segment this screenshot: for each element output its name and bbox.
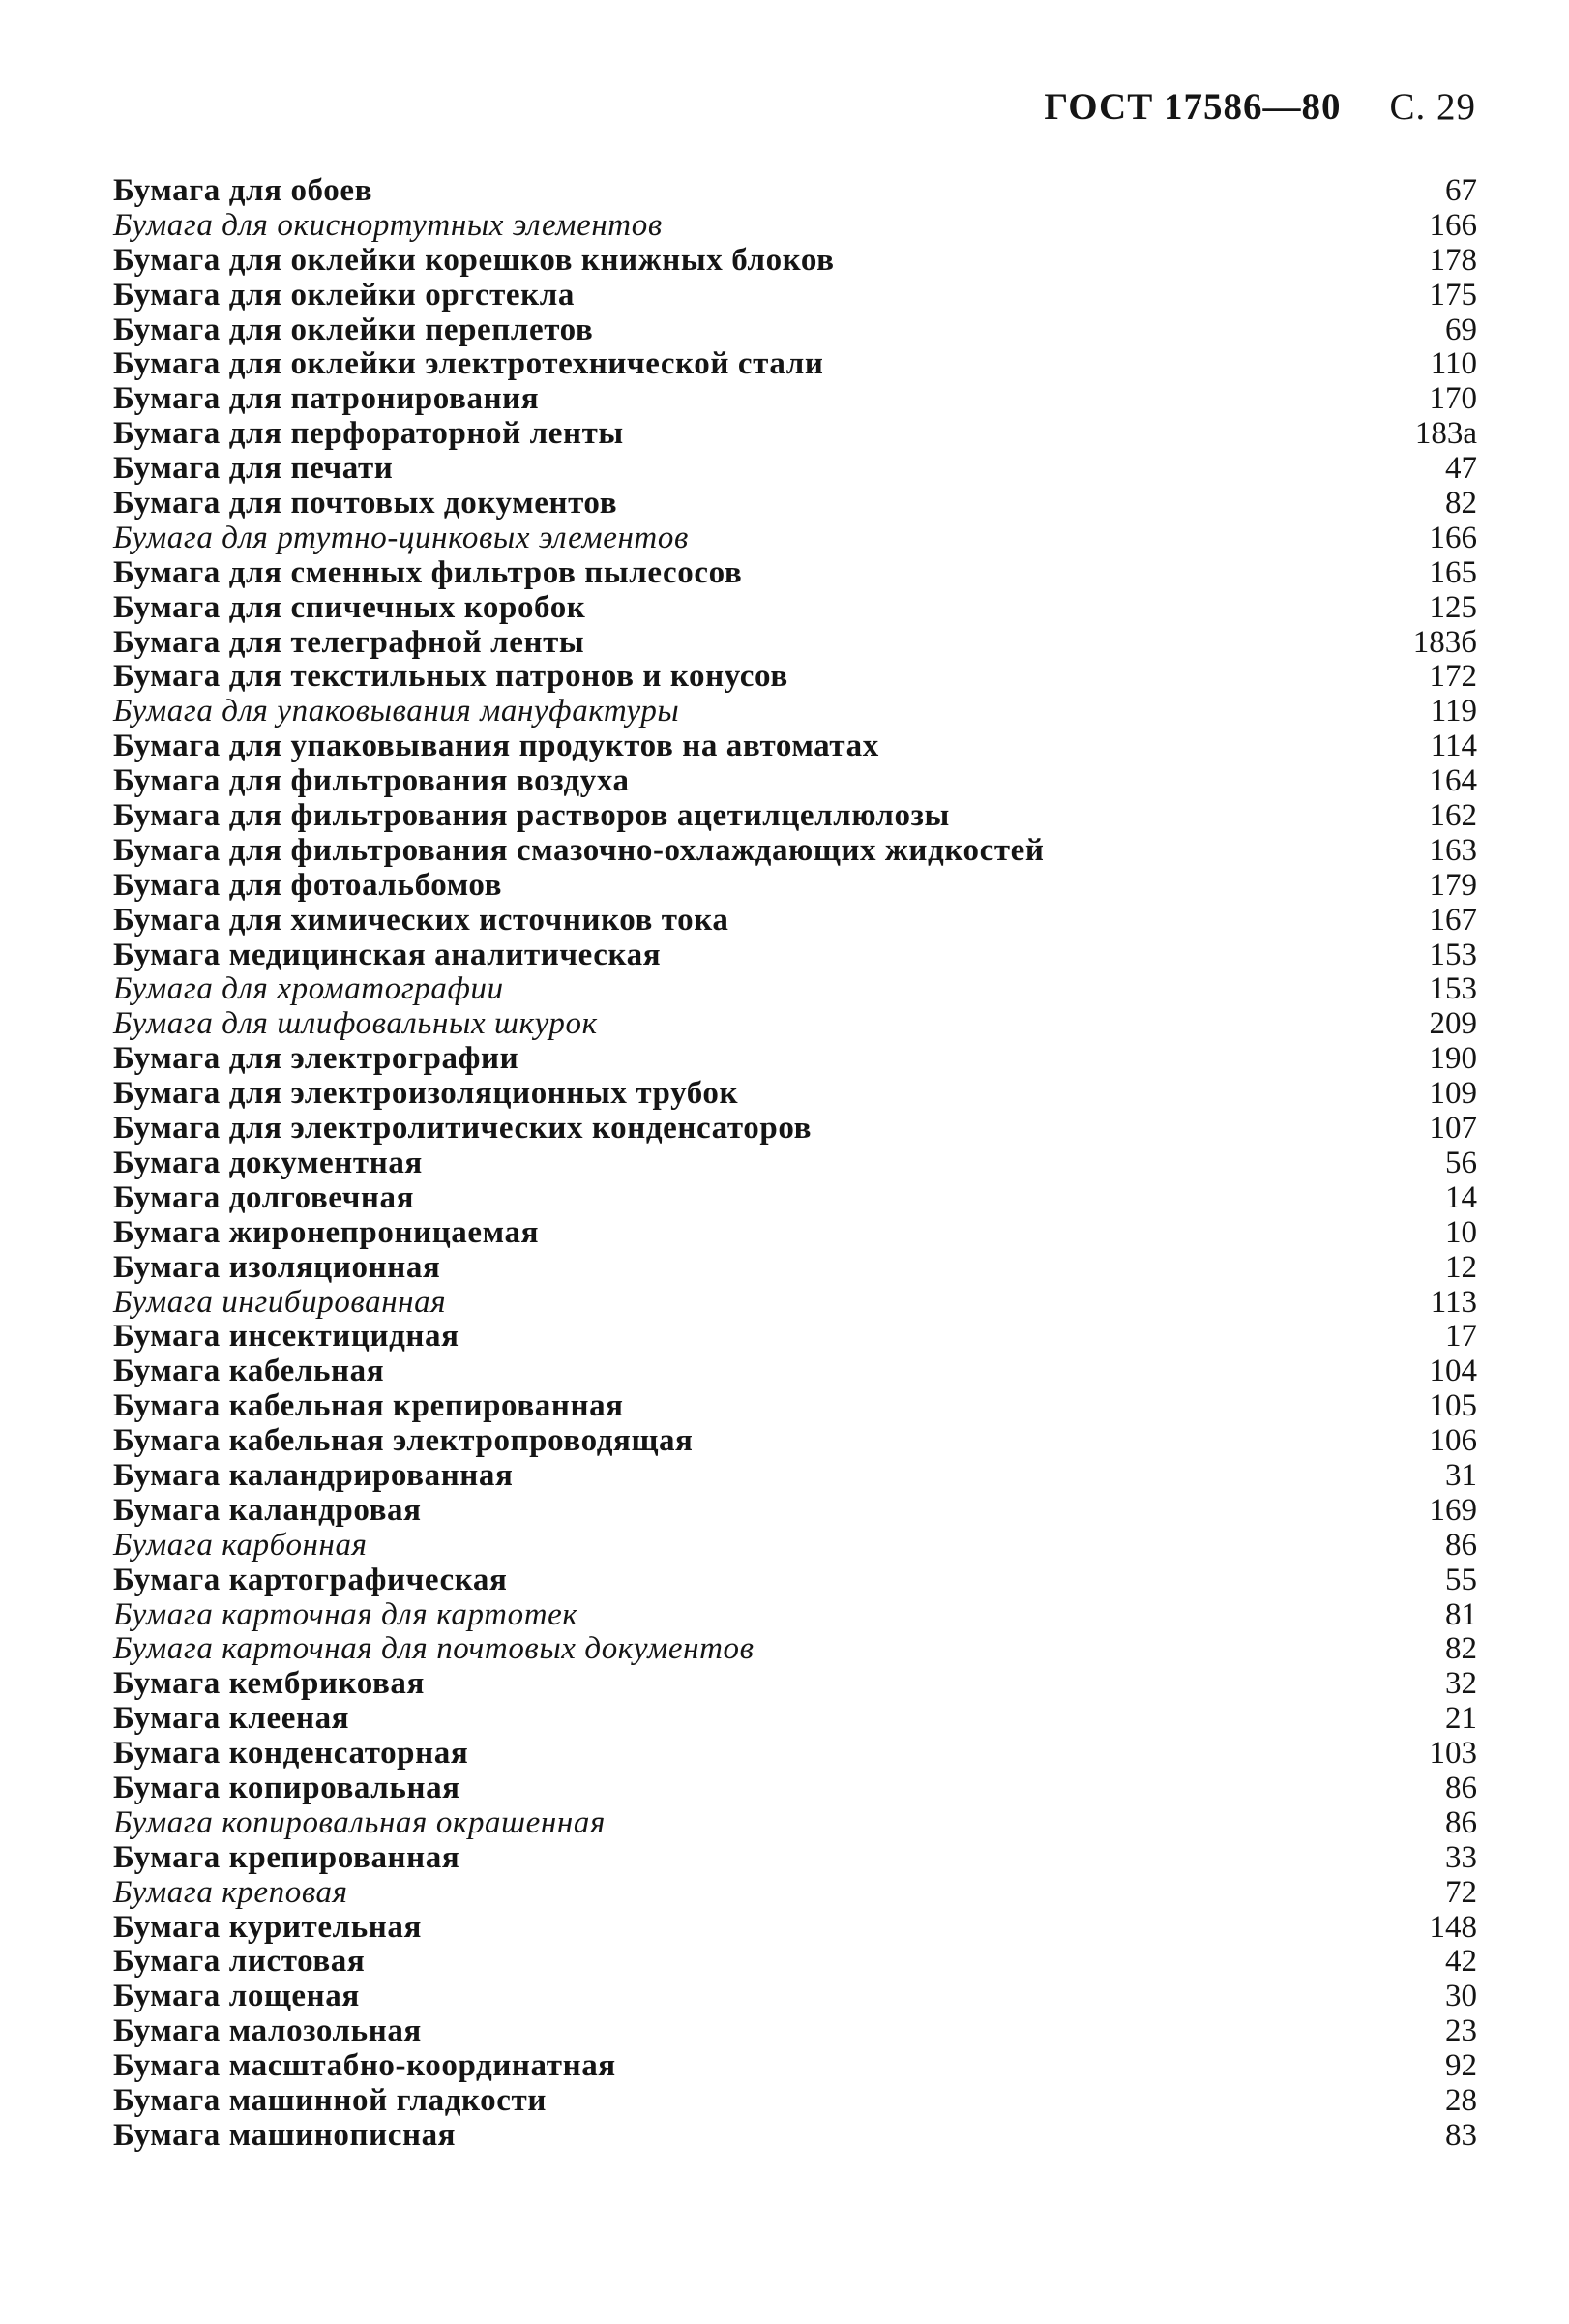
index-entry bbox=[113, 2084, 1477, 2119]
index-page-number: 104 bbox=[1429, 1354, 1477, 1389]
index-page-number: 166 bbox=[1429, 520, 1477, 555]
index-term: Бумага для окиснортутных элементов bbox=[113, 207, 663, 243]
index-page-number: 106 bbox=[1429, 1423, 1477, 1459]
index-page-number: 47 bbox=[1445, 451, 1477, 487]
index-term: Бумага долговечная bbox=[113, 1179, 415, 1215]
index-page-number: 164 bbox=[1429, 763, 1477, 799]
index-term: Бумага для упаковывания продуктов на автоматах bbox=[113, 729, 879, 764]
index-entry bbox=[113, 174, 1477, 209]
index-term: Бумага инсектицидная bbox=[113, 1319, 459, 1355]
index-term: Бумага для шлифовальных шкурок bbox=[113, 1006, 598, 1042]
index-page-number: 175 bbox=[1429, 277, 1477, 313]
index-entry bbox=[113, 1077, 1477, 1112]
index-term: Бумага конденсаторная bbox=[113, 1736, 469, 1772]
index-term: Бумага для фильтрования растворов ацетилцеллюлозы bbox=[113, 798, 950, 834]
index-term: Бумага малозольная bbox=[113, 2013, 422, 2049]
index-entry bbox=[113, 1980, 1477, 2014]
index-page-number: 92 bbox=[1445, 2048, 1477, 2084]
index-term: Бумага для упаковывания мануфактуры bbox=[113, 694, 680, 730]
index-page-number: 166 bbox=[1429, 207, 1477, 243]
index-page-number: 119 bbox=[1430, 694, 1477, 730]
index-entry bbox=[113, 521, 1477, 556]
index-entry bbox=[113, 1147, 1477, 1181]
index-page-number: 33 bbox=[1445, 1839, 1477, 1875]
index-page-number: 110 bbox=[1430, 346, 1477, 382]
index-page-number: 125 bbox=[1429, 589, 1477, 625]
index-entry bbox=[113, 1459, 1477, 1494]
index-term: Бумага масштабно-координатная bbox=[113, 2048, 616, 2084]
index-term: Бумага карточная для почтовых документов bbox=[113, 1631, 755, 1667]
index-entry bbox=[113, 972, 1477, 1007]
index-page-number: 82 bbox=[1445, 1631, 1477, 1667]
index-entry bbox=[113, 1042, 1477, 1077]
index-entry bbox=[113, 1772, 1477, 1806]
index-page-number: 165 bbox=[1429, 554, 1477, 590]
index-entry bbox=[113, 1945, 1477, 1980]
page-number: С. 29 bbox=[1389, 86, 1476, 128]
index-term: Бумага для фотоальбомов bbox=[113, 867, 503, 903]
index-page-number: 167 bbox=[1429, 902, 1477, 938]
index-term: Бумага курительная bbox=[113, 1909, 422, 1945]
index-entry bbox=[113, 1737, 1477, 1772]
index-page-number: 82 bbox=[1445, 486, 1477, 521]
index-entry bbox=[113, 1564, 1477, 1598]
index-term: Бумага копировальная окрашенная bbox=[113, 1804, 606, 1840]
index-term: Бумага машинной гладкости bbox=[113, 2082, 547, 2118]
index-page-number: 31 bbox=[1445, 1457, 1477, 1493]
index-entry bbox=[113, 382, 1477, 417]
index-term: Бумага карточная для картотек bbox=[113, 1596, 578, 1632]
index-page-number: 109 bbox=[1429, 1076, 1477, 1112]
index-term: Бумага для оклейки переплетов bbox=[113, 312, 594, 347]
index-entry bbox=[113, 626, 1477, 661]
index-page-number: 67 bbox=[1445, 173, 1477, 208]
index-term: Бумага кембриковая bbox=[113, 1666, 425, 1702]
index-page-number: 42 bbox=[1445, 1944, 1477, 1980]
index-entry bbox=[113, 764, 1477, 799]
index-page-number: 105 bbox=[1429, 1388, 1477, 1424]
index-term: Бумага копировальная bbox=[113, 1770, 460, 1805]
index-page-number: 162 bbox=[1429, 798, 1477, 834]
index-term: Бумага для электрографии bbox=[113, 1041, 519, 1077]
index-term: Бумага для фильтрования воздуха bbox=[113, 763, 630, 799]
index-page-number: 86 bbox=[1445, 1770, 1477, 1805]
index-entry bbox=[113, 799, 1477, 834]
index-term: Бумага для фильтрования смазочно-охлаждающих жидкостей bbox=[113, 832, 1045, 868]
index-page-number: 153 bbox=[1429, 971, 1477, 1007]
index-entry bbox=[113, 1355, 1477, 1389]
index-term: Бумага для хроматографии bbox=[113, 971, 504, 1007]
index-term: Бумага лощеная bbox=[113, 1979, 360, 2014]
standard-designation: ГОСТ 17586—80 bbox=[1044, 86, 1342, 128]
index-entry bbox=[113, 1424, 1477, 1459]
index-page-number: 83 bbox=[1445, 2117, 1477, 2153]
index-entry bbox=[113, 591, 1477, 626]
index-entry bbox=[113, 695, 1477, 730]
index-term: Бумага кабельная электропроводящая bbox=[113, 1423, 694, 1459]
index-term: Бумага карбонная bbox=[113, 1527, 368, 1563]
index-page-number: 69 bbox=[1445, 312, 1477, 347]
index-page-number: 21 bbox=[1445, 1701, 1477, 1737]
index-term: Бумага картографическая bbox=[113, 1562, 508, 1597]
index-entry bbox=[113, 1911, 1477, 1946]
index-term: Бумага для электролитических конденсаторов bbox=[113, 1111, 813, 1147]
index-page-number: 30 bbox=[1445, 1979, 1477, 2014]
index-entry bbox=[113, 209, 1477, 244]
page-header bbox=[1044, 85, 1476, 129]
index-page-number: 170 bbox=[1429, 381, 1477, 417]
index-page-number: 183а bbox=[1414, 416, 1477, 452]
index-page-number: 72 bbox=[1445, 1874, 1477, 1910]
index-entry bbox=[113, 834, 1477, 869]
index-term: Бумага жиронепроницаемая bbox=[113, 1214, 540, 1250]
index-page-number: 32 bbox=[1445, 1666, 1477, 1702]
term-index-list bbox=[113, 174, 1477, 2154]
index-entry bbox=[113, 417, 1477, 452]
index-page-number: 28 bbox=[1445, 2082, 1477, 2118]
index-entry bbox=[113, 1806, 1477, 1841]
index-entry bbox=[113, 869, 1477, 904]
index-entry bbox=[113, 347, 1477, 382]
index-page-number: 169 bbox=[1429, 1492, 1477, 1528]
index-entry bbox=[113, 730, 1477, 764]
index-entry bbox=[113, 2014, 1477, 2049]
index-page-number: 17 bbox=[1445, 1319, 1477, 1355]
index-page-number: 55 bbox=[1445, 1562, 1477, 1597]
index-page-number: 172 bbox=[1429, 659, 1477, 695]
index-page-number: 183б bbox=[1412, 624, 1477, 660]
index-page-number: 103 bbox=[1429, 1736, 1477, 1772]
index-page-number: 113 bbox=[1430, 1284, 1477, 1320]
index-entry bbox=[113, 660, 1477, 695]
index-term: Бумага для патронирования bbox=[113, 381, 540, 417]
index-entry bbox=[113, 1667, 1477, 1702]
index-entry bbox=[113, 2049, 1477, 2084]
index-term: Бумага клееная bbox=[113, 1701, 350, 1737]
index-page-number: 179 bbox=[1429, 867, 1477, 903]
index-entry bbox=[113, 2119, 1477, 2154]
index-entry bbox=[113, 244, 1477, 279]
index-term: Бумага кабельная крепированная bbox=[113, 1388, 624, 1424]
index-entry bbox=[113, 1112, 1477, 1147]
index-term: Бумага для спичечных коробок bbox=[113, 589, 586, 625]
index-term: Бумага для перфораторной ленты bbox=[113, 416, 624, 452]
index-entry bbox=[113, 1702, 1477, 1737]
index-page-number: 81 bbox=[1445, 1596, 1477, 1632]
index-page-number: 12 bbox=[1445, 1249, 1477, 1285]
index-page-number: 86 bbox=[1445, 1804, 1477, 1840]
index-entry bbox=[113, 313, 1477, 348]
index-term: Бумага крепoвая bbox=[113, 1874, 348, 1910]
index-page-number: 114 bbox=[1430, 729, 1477, 764]
index-page-number: 209 bbox=[1429, 1006, 1477, 1042]
index-entry bbox=[113, 1286, 1477, 1321]
index-entry bbox=[113, 1320, 1477, 1355]
index-term: Бумага для оклейки корешков книжных блоков bbox=[113, 242, 835, 278]
index-term: Бумага машинописная bbox=[113, 2117, 457, 2153]
index-page-number: 148 bbox=[1429, 1909, 1477, 1945]
index-term: Бумага для оклейки электротехнической стали bbox=[113, 346, 824, 382]
index-page-number: 14 bbox=[1445, 1179, 1477, 1215]
index-entry bbox=[113, 279, 1477, 313]
index-page-number: 56 bbox=[1445, 1145, 1477, 1180]
index-term: Бумага для электроизоляционных трубок bbox=[113, 1076, 739, 1112]
index-page-number: 163 bbox=[1429, 832, 1477, 868]
index-term: Бумага документная bbox=[113, 1145, 423, 1180]
index-entry bbox=[113, 1632, 1477, 1667]
index-page-number: 190 bbox=[1429, 1041, 1477, 1077]
index-entry bbox=[113, 1529, 1477, 1564]
index-entry bbox=[113, 939, 1477, 973]
index-page-number: 23 bbox=[1445, 2013, 1477, 2049]
index-entry bbox=[113, 487, 1477, 521]
index-term: Бумага для сменных фильтров пылесосов bbox=[113, 554, 743, 590]
index-term: Бумага крепированная bbox=[113, 1839, 460, 1875]
index-entry bbox=[113, 1841, 1477, 1876]
index-term: Бумага для почтовых документов bbox=[113, 486, 618, 521]
index-entry bbox=[113, 904, 1477, 939]
index-entry bbox=[113, 1007, 1477, 1042]
index-page-number: 10 bbox=[1445, 1214, 1477, 1250]
index-term: Бумага для оклейки оргстекла bbox=[113, 277, 575, 313]
index-term: Бумага для химических источников тока bbox=[113, 902, 729, 938]
index-term: Бумага для ртутно-цинковых элементов bbox=[113, 520, 689, 555]
index-term: Бумага листовая bbox=[113, 1944, 366, 1980]
index-term: Бумага каландровая bbox=[113, 1492, 422, 1528]
index-term: Бумага для текстильных патронов и конусов bbox=[113, 659, 788, 695]
index-page-number: 86 bbox=[1445, 1527, 1477, 1563]
index-entry bbox=[113, 1494, 1477, 1529]
index-term: Бумага для печати bbox=[113, 451, 394, 487]
index-entry bbox=[113, 1251, 1477, 1286]
index-term: Бумага каландрированная bbox=[113, 1457, 514, 1493]
index-entry bbox=[113, 1389, 1477, 1424]
index-entry bbox=[113, 1216, 1477, 1251]
index-entry bbox=[113, 1598, 1477, 1633]
index-page-number: 107 bbox=[1429, 1111, 1477, 1147]
index-term: Бумага кабельная bbox=[113, 1354, 385, 1389]
index-term: Бумага ингибированная bbox=[113, 1284, 447, 1320]
index-term: Бумага для телеграфной ленты bbox=[113, 624, 585, 660]
index-entry bbox=[113, 1181, 1477, 1216]
index-entry bbox=[113, 1876, 1477, 1911]
index-entry bbox=[113, 452, 1477, 487]
index-entry bbox=[113, 556, 1477, 591]
index-page-number: 153 bbox=[1429, 937, 1477, 972]
index-term: Бумага для обоев bbox=[113, 173, 372, 208]
index-term: Бумага медицинская аналитическая bbox=[113, 937, 662, 972]
index-page-number: 178 bbox=[1429, 242, 1477, 278]
index-term: Бумага изоляционная bbox=[113, 1249, 441, 1285]
